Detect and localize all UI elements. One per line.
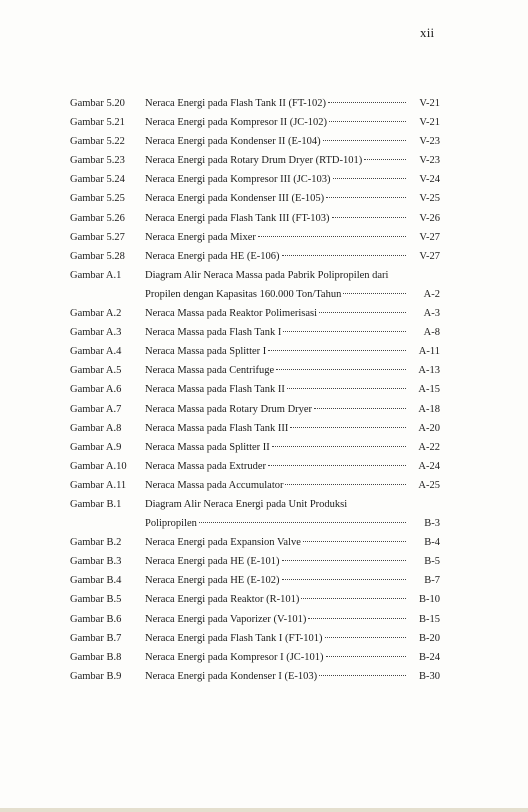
toc-entry: [70, 457, 440, 476]
toc-entry: [70, 495, 440, 514]
figure-label: Gambar 5.21: [70, 117, 125, 129]
toc-entry: [70, 667, 440, 686]
figure-title: Neraca Energi pada HE (E-101): [145, 556, 280, 568]
figure-label: Gambar A.10: [70, 460, 127, 472]
figure-title: Neraca Massa pada Splitter I: [145, 346, 267, 358]
page-number: xii: [420, 25, 435, 40]
figure-title: Neraca Energi pada Kompresor III (JC-103): [145, 174, 331, 186]
toc-entry: [70, 170, 440, 189]
dot-leader: [282, 255, 407, 256]
figure-page: B-4: [424, 537, 440, 549]
figure-label: Gambar A.7: [70, 403, 122, 415]
dot-leader: [287, 388, 406, 389]
figure-title: Neraca Massa pada Flash Tank II: [145, 384, 285, 396]
figure-title: Neraca Energi pada Rotary Drum Dryer (RTD-101): [145, 155, 363, 167]
figure-title: Neraca Massa pada Extruder: [145, 460, 266, 472]
toc-entry: [70, 285, 440, 304]
toc-entry: [70, 610, 440, 629]
figure-title: Neraca Energi pada Flash Tank II (FT-102): [145, 98, 327, 109]
figure-page: V-23: [419, 155, 440, 167]
figure-label: Gambar B.4: [70, 575, 122, 587]
dot-leader: [272, 446, 406, 447]
figure-page: A-2: [423, 288, 440, 300]
figure-label: Gambar 5.24: [70, 174, 125, 186]
figure-page: V-27: [419, 231, 440, 243]
figure-title: Neraca Energi pada Kompresor I (JC-101): [145, 651, 324, 663]
figure-title: Neraca Energi pada HE (E-106): [145, 250, 280, 262]
figure-label: Gambar B.5: [70, 594, 122, 606]
figure-title: Neraca Energi pada Flash Tank III (FT-103): [145, 212, 330, 224]
dot-leader: [323, 140, 406, 141]
figure-page: V-21: [419, 117, 440, 129]
toc-entry: [70, 514, 440, 533]
dot-leader: [326, 656, 406, 657]
figure-page: A-11: [418, 346, 440, 358]
figure-title: Neraca Massa pada Centrifuge: [145, 365, 275, 377]
dot-leader: [333, 178, 406, 179]
dot-leader: [199, 522, 406, 523]
dot-leader: [319, 675, 406, 676]
figure-page: B-30: [419, 670, 440, 682]
figure-label: Gambar B.3: [70, 556, 122, 568]
figure-title: Neraca Massa pada Splitter II: [145, 441, 270, 453]
figure-label: Gambar 5.22: [70, 136, 125, 148]
figure-label: Gambar B.7: [70, 632, 122, 644]
dot-leader: [285, 484, 406, 485]
figure-page: A-20: [418, 422, 440, 434]
dot-leader: [314, 408, 406, 409]
toc-entry: [70, 438, 440, 457]
toc-entry: [70, 151, 440, 170]
figure-label: Gambar A.3: [70, 327, 122, 339]
figure-title: Neraca Energi pada Kondenser III (E-105): [145, 193, 325, 205]
figure-page: B-10: [419, 594, 440, 606]
figure-page: B-7: [424, 575, 440, 587]
dot-leader: [343, 293, 406, 294]
figure-page: A-18: [418, 403, 440, 415]
dot-leader: [268, 350, 406, 351]
figure-page: V-23: [419, 136, 440, 148]
figure-title: Neraca Energi pada Vaporizer (V-101): [145, 613, 307, 625]
figure-label: Gambar A.6: [70, 384, 122, 396]
dot-leader: [326, 197, 406, 198]
figure-label: Gambar A.9: [70, 441, 122, 453]
figure-label: Gambar 5.25: [70, 193, 125, 205]
figure-title: Diagram Alir Neraca Energi pada Unit Produksi: [145, 498, 348, 510]
dot-leader: [328, 102, 406, 103]
figure-title: Neraca Energi pada Reaktor (R-101): [145, 594, 300, 606]
dot-leader: [303, 541, 406, 542]
toc-entry: [70, 590, 440, 609]
dot-leader: [290, 427, 406, 428]
toc-entry: [70, 189, 440, 208]
figure-label: Gambar 5.27: [70, 231, 125, 243]
toc-entry: [70, 266, 440, 285]
figure-label: Gambar B.1: [70, 498, 122, 510]
figure-title: Diagram Alir Neraca Massa pada Pabrik Polipropilen dari: [145, 269, 389, 281]
toc-entry: [70, 400, 440, 419]
figure-label: Gambar B.8: [70, 651, 122, 663]
list-of-figures: [70, 94, 440, 686]
figure-label: Gambar B.9: [70, 670, 122, 682]
figure-label: Gambar 5.23: [70, 155, 125, 167]
dot-leader: [301, 598, 406, 599]
toc-entry: [70, 533, 440, 552]
figure-page: A-3: [423, 308, 440, 320]
dot-leader: [268, 465, 406, 466]
toc-entry: [70, 323, 440, 342]
figure-page: A-25: [418, 479, 440, 491]
figure-title: Neraca Massa pada Flash Tank III: [145, 422, 289, 434]
figure-label: Gambar 5.28: [70, 250, 125, 262]
figure-page: A-13: [418, 365, 440, 377]
toc-entry: [70, 342, 440, 361]
toc-entry: [70, 132, 440, 151]
figure-page: V-27: [419, 250, 440, 262]
dot-leader: [325, 637, 406, 638]
figure-page: A-22: [418, 441, 440, 453]
dot-leader: [276, 369, 406, 370]
toc-entry: [70, 228, 440, 247]
toc-entry: [70, 476, 440, 495]
figure-title: Neraca Energi pada HE (E-102): [145, 575, 280, 587]
figure-page: A-8: [423, 327, 440, 339]
dot-leader: [329, 121, 406, 122]
toc-entry: [70, 571, 440, 590]
figure-title: Neraca Massa pada Rotary Drum Dryer: [145, 403, 313, 415]
figure-title: Neraca Energi pada Kompresor II (JC-102): [145, 117, 328, 129]
figure-title: Neraca Energi pada Mixer: [145, 231, 256, 243]
figure-title: Neraca Massa pada Accumulator: [145, 479, 284, 491]
figure-page: V-21: [419, 98, 440, 109]
figure-page: V-26: [419, 212, 440, 224]
figure-page: B-15: [419, 613, 440, 625]
figure-label: Gambar A.2: [70, 308, 122, 320]
figure-label: Gambar B.6: [70, 613, 122, 625]
toc-entry: [70, 247, 440, 266]
dot-leader: [258, 236, 406, 237]
figure-title: Neraca Massa pada Flash Tank I: [145, 327, 282, 339]
toc-entry: [70, 94, 440, 113]
figure-page: B-20: [419, 632, 440, 644]
figure-label: Gambar A.11: [70, 479, 127, 491]
dot-leader: [319, 312, 406, 313]
figure-label: Gambar 5.26: [70, 212, 125, 224]
toc-entry: [70, 648, 440, 667]
figure-label: Gambar A.8: [70, 422, 122, 434]
figure-title: Neraca Energi pada Flash Tank I (FT-101): [145, 632, 323, 644]
dot-leader: [282, 560, 407, 561]
toc-entry: [70, 629, 440, 648]
bottom-scan-edge: [0, 808, 528, 812]
figure-label: Gambar B.2: [70, 537, 122, 549]
figure-label: Gambar A.5: [70, 365, 122, 377]
toc-entry: [70, 113, 440, 132]
figure-label: Gambar A.1: [70, 269, 122, 281]
figure-title: Neraca Energi pada Expansion Valve: [145, 537, 301, 549]
figure-page: B-24: [419, 651, 440, 663]
toc-entry: [70, 552, 440, 571]
figure-page: A-15: [418, 384, 440, 396]
dot-leader: [283, 331, 406, 332]
figure-page: B-3: [424, 518, 440, 530]
figure-label: Gambar A.4: [70, 346, 122, 358]
toc-entry: [70, 209, 440, 228]
figure-page: B-5: [424, 556, 440, 568]
figure-label: Gambar 5.20: [70, 98, 125, 109]
toc-entry: [70, 380, 440, 399]
figure-title: Propilen dengan Kapasitas 160.000 Ton/Tahun: [145, 288, 342, 300]
toc-entry: [70, 361, 440, 380]
figure-page: V-25: [419, 193, 440, 205]
dot-leader: [282, 579, 407, 580]
dot-leader: [332, 217, 406, 218]
toc-entry: [70, 419, 440, 438]
figure-page: V-24: [419, 174, 440, 186]
toc-entry: [70, 304, 440, 323]
figure-page: A-24: [418, 460, 440, 472]
figure-title: Neraca Massa pada Reaktor Polimerisasi: [145, 308, 318, 320]
figure-title: Neraca Energi pada Kondenser II (E-104): [145, 136, 321, 148]
figure-title: Polipropilen: [145, 518, 197, 530]
dot-leader: [364, 159, 406, 160]
dot-leader: [308, 618, 406, 619]
figure-title: Neraca Energi pada Kondenser I (E-103): [145, 670, 318, 682]
